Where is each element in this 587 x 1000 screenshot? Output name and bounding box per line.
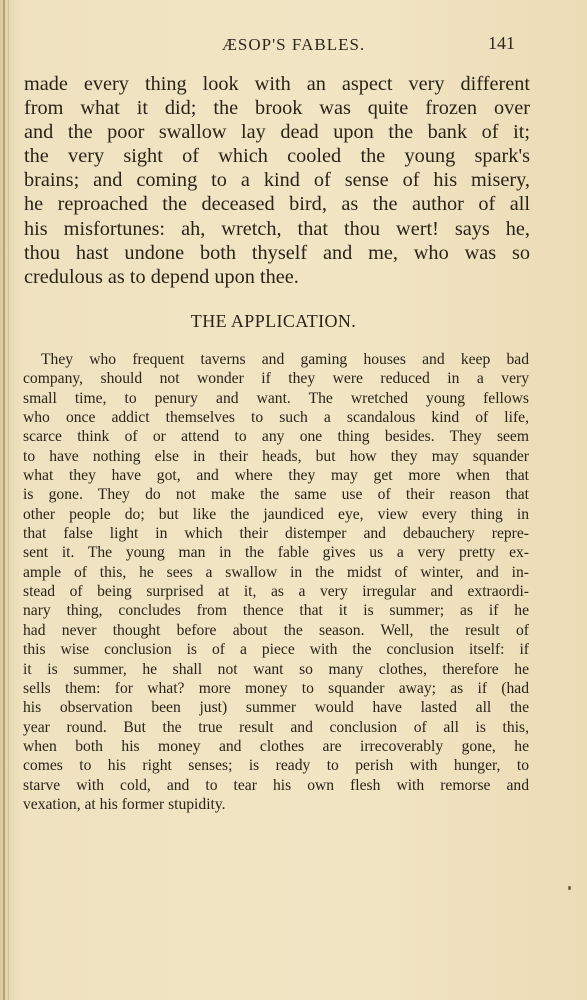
fable-line: brains; and coming to a kind of sense of his misery, [24,169,530,192]
application-line: starve with cold, and to tear his own flesh with remorse and [23,776,529,794]
section-heading: THE APPLICATION. [190,311,357,331]
fable-line: and the poor swallow lay dead upon the bank of it; [24,121,530,144]
application-line: to have nothing else in their heads, but how they may squander [23,447,529,465]
application-text [23,350,529,814]
application-line: what they have got, and where they may get more when that [23,467,529,485]
fable-line: his misfortunes: ah, wretch, that thou wert! says he, [24,217,530,240]
application-line: other people do; but like the jaundiced eye, view every thing in [23,505,529,523]
application-line: that false light in which their distemper and debauchery repre- [23,525,529,543]
page-number: 141 [488,33,515,53]
application-line: his observation been just) summer would have lasted all the [23,699,529,717]
application-line: had never thought before about the season. Well, the result of [23,621,529,639]
application-line: sells them: for what? more money to squander away; as if (had [23,679,529,697]
application-line: sent it. The young man in the fable gives us a very pretty ex- [23,544,529,562]
application-line: year round. But the true result and conclusion of all is this, [23,718,529,736]
application-line: comes to his right senses; is ready to perish with hunger, to [23,757,529,775]
application-line: They who frequent taverns and gaming houses and keep bad [41,351,529,368]
fable-line: made every thing look with an aspect very different [24,73,530,95]
fable-text [24,72,530,289]
application-line: nary thing, concludes from thence that it is summer; as if he [23,602,529,620]
binding-gutter [3,0,5,1000]
binding-gutter-inner [8,0,9,1000]
paper-speck [568,886,571,890]
running-title: ÆSOP'S FABLES. [221,35,366,54]
application-line: scarce think of or attend to any one thing besides. They seem [23,428,529,446]
fable-line: credulous as to depend upon thee. [24,265,299,288]
fable-line: thou hast undone both thyself and me, who was so [24,241,530,264]
application-line: ample of this, he sees a swallow in the midst of winter, and in- [23,563,529,581]
application-line: stead of being surprised at it, as a very irregular and extraordi- [23,583,529,601]
application-line: when both his money and clothes are irrecoverably gone, he [23,737,529,755]
fable-line: he reproached the deceased bird, as the author of all [24,193,530,216]
application-line: it is summer, he shall not want so many clothes, therefore he [23,660,529,678]
application-line: who once addict themselves to such a scandalous kind of life, [23,409,529,427]
fable-line: from what it did; the brook was quite frozen over [24,97,530,120]
application-line: small time, to penury and want. The wretched young fellows [23,389,529,407]
application-line: company, should not wonder if they were reduced in a very [23,370,529,388]
application-line: is gone. They do not make the same use of their reason that [23,486,529,504]
application-line: vexation, at his former stupidity. [23,795,226,813]
application-line: this wise conclusion is of a piece with the conclusion itself: if [23,641,529,659]
fable-line: the very sight of which cooled the young spark's [24,145,530,168]
